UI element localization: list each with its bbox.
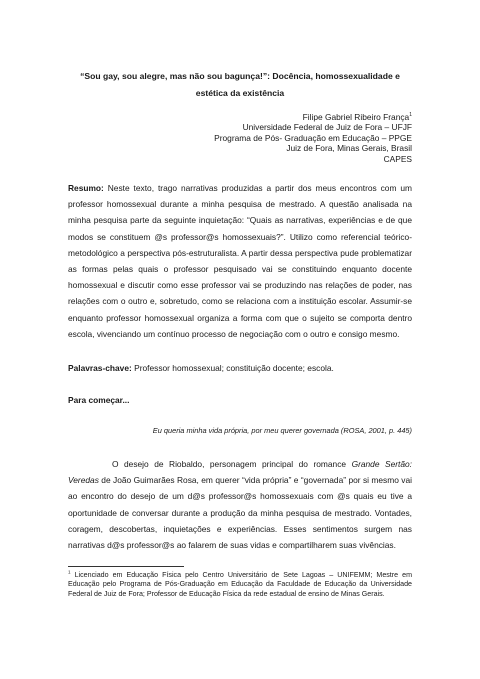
abstract (68, 180, 412, 342)
abstract-label: Resumo: (68, 183, 104, 193)
keywords-text: Professor homossexual; constituição docente; escola. (131, 363, 334, 373)
section-heading: Para começar... (68, 395, 130, 405)
epigraph: Eu queria minha vida própria, por meu querer governada (ROSA, 2001, p. 445) (152, 426, 412, 435)
author-affiliation-university: Universidade Federal de Juiz de Fora – UFJF (242, 122, 412, 133)
keywords (68, 361, 412, 375)
author-funding: CAPES (383, 153, 412, 164)
title-line-1: “Sou gay, sou alegre, mas não sou bagunça!”: Docência, homossexualidade e (80, 71, 400, 81)
title-line-2: estética da existência (195, 88, 285, 98)
footnote-divider (68, 566, 184, 567)
footnote-marker: 1 (68, 569, 71, 575)
author-location: Juiz de Fora, Minas Gerais, Brasil (286, 143, 412, 154)
book-title: Grande Sertão: Veredas (68, 459, 413, 486)
author-affiliation-program: Programa de Pós- Graduação em Educação – PPGE (214, 132, 412, 143)
paragraph-part-1: O desejo de Riobaldo, personagem principal do romance (112, 459, 352, 469)
document-title (64, 68, 416, 102)
paragraph-part-2: de João Guimarães Rosa, em querer “vida própria” e “governada” por si mesmo vai ao encontro do desejo de um d@s professor@s homossexuais com @s quais eu tive a oportunidade de conversar durante a produção da minha pesquisa de mestrado. Vontades, coragem, descobertas, inquietações e experiências. Esses sentimentos surgem nas narrativas d@s professor@s ao falarem de suas vidas e compartilharem suas vivências. (68, 475, 412, 551)
abstract-text: Neste texto, trago narrativas produzidas a partir dos meus encontros com um professor homossexual durante a minha pesquisa de mestrado. A questão analisada na minha pesquisa parte da seguinte inquietação: “Quais as narrativas, experiências e de que modos se constituem @s professor@s homossexuais?”. Utilizo como referencial teórico-metodológico a perspectiva pós-estruturalista. A partir dessa perspectiva pude problematizar as formas pelas quais o professor pesquisado vai se constituindo enquanto docente homossexual e discutir como esse professor vai se produzindo nas relações de poder, nas relações com o outro e, sobretudo, como se relaciona com a instituição escolar. Assumir-se enquanto professor homossexual organiza a forma com que o sujeito se comporta dentro escola, vivenciando um contínuo processo de negociação com o outro e consigo mesmo. (68, 183, 412, 339)
keywords-label: Palavras-chave: (68, 363, 132, 373)
author-name: Filipe Gabriel Ribeiro França (302, 112, 410, 122)
body-paragraph (68, 456, 412, 553)
author-footnote-marker: 1 (409, 112, 412, 119)
author-name-line (112, 112, 412, 122)
footnote-text: Licenciado em Educação Física pelo Centro Universitário de Sete Lagoas – UNIFEMM; Mestre em Educação pelo Programa de Pós-Graduação em Educação da Faculdade de Educação da Universidade Federal de Juiz de Fora; Professor de Educação Física da rede estadual de ensino de Minas Gerais. (68, 571, 412, 598)
author-block (112, 112, 412, 164)
footnote (68, 571, 412, 599)
